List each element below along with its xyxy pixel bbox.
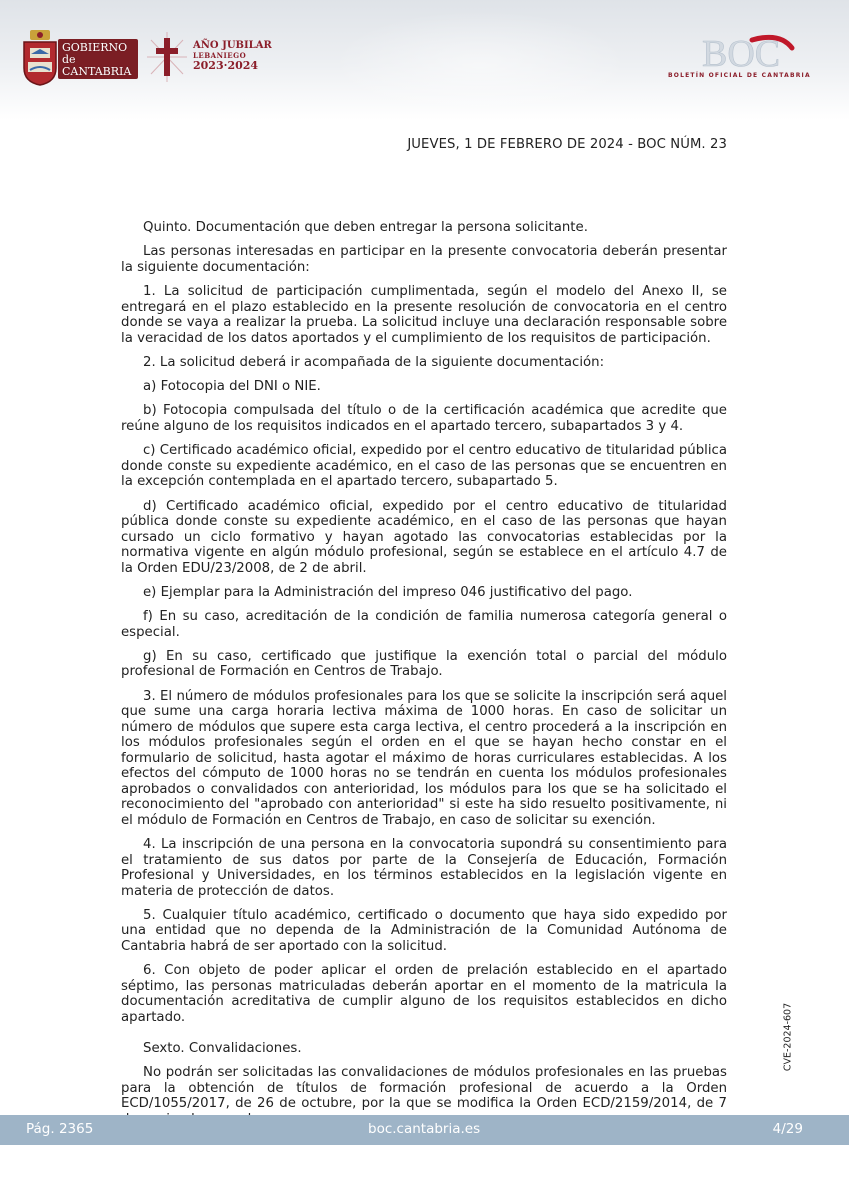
jubilar-line1: AÑO JUBILAR <box>193 40 272 51</box>
gobierno-line3: CANTABRIA <box>62 65 132 78</box>
boc-logo-text: BOC <box>702 33 781 75</box>
list-item: f) En su caso, acreditación de la condición de familia numerosa categoría general o especial. <box>121 609 727 640</box>
list-item: e) Ejemplar para la Administración del impreso 046 justificativo del pago. <box>143 584 633 600</box>
ano-jubilar-logo <box>145 30 275 84</box>
paragraph: 5. Cualquier título académico, certificado o documento que haya sido expedido por una entidad que no dependa de la Administración de la Comunidad Autónoma de Cantabria habrá de ser aportado con la solicitud. <box>121 907 727 954</box>
cantabria-shield-icon <box>22 30 58 86</box>
gobierno-line1: GOBIERNO <box>62 41 128 54</box>
jubilar-text <box>193 40 272 72</box>
boc-subtitle: BOLETÍN OFICIAL DE CANTABRIA <box>668 72 811 79</box>
gobierno-cantabria-logo <box>20 26 138 90</box>
cve-code-text: CVE-2024-607 <box>782 1002 794 1072</box>
paragraph: 4. La inscripción de una persona en la convocatoria supondrá su consentimiento para el tratamiento de sus datos por parte de la Consejería de Educación, Formación Profesional y Universidades, en los términos establecidos en la legislación vigente en materia de protección de datos. <box>121 837 727 899</box>
list-item: a) Fotocopia del DNI o NIE. <box>143 379 321 395</box>
list-item: b) Fotocopia compulsada del título o de la certificación académica que acredite que reúne alguno de los requisitos indicados en el apartado tercero, subapartados 3 y 4. <box>121 403 727 434</box>
list-item: g) En su caso, certificado que justifique la exención total o parcial del módulo profesional de Formación en Centros de Trabajo. <box>121 648 727 680</box>
paragraph: Las personas interesadas en participar en la presente convocatoria deberán presentar la siguiente documentación: <box>121 244 727 275</box>
jubilar-line3: 2023·2024 <box>193 59 259 72</box>
footer-page-count: 4/29 <box>772 1121 803 1137</box>
jubilar-line2: LEBANIEGO <box>193 51 247 60</box>
paragraph: 1. La solicitud de participación cumplimentada, según el modelo del Anexo II, se entregará en el plazo establecido en la presente resolución de convocatoria en el centro donde se vaya a realizar la prueba. La solicitud incluye una declaración responsable sobre la veracidad de los datos aportados y el cumplimiento de los requisitos de participación. <box>121 284 727 346</box>
paragraph: 6. Con objeto de poder aplicar el orden de prelación establecido en el apartado séptimo, las personas matriculadas deberán aportar en el momento de la matricula la documentación acreditativa de cumplir alguno de los requisitos establecidos en dicho apartado. <box>121 963 727 1025</box>
page-footer <box>0 1115 849 1145</box>
section-heading-sexto: Sexto. Convalidaciones. <box>143 1041 302 1057</box>
footer-page-label: Pág. 2365 <box>26 1121 94 1137</box>
list-item: d) Certificado académico oficial, expedido por el centro educativo de titularidad pública donde conste su expediente académico, en el caso de las personas que hayan cursado un ciclo formativo y hayan agotado las convocatorias establecidas por la normativa vigente en algún módulo profesional, según se establece en el artículo 4.7 de la Orden EDU/23/2008, de 2 de abril. <box>121 498 727 576</box>
cve-code <box>780 995 796 1079</box>
paragraph: 3. El número de módulos profesionales para los que se solicite la inscripción será aquel que sume una carga horaria lectiva máxima de 1000 horas. En caso de solicitar un número de módulos que supere esta carga lectiva, el centro procederá a la inscripción en los módulos profesionales según el orden en el que se hayan hecho constar en el formulario de solicitud, hasta agotar el máximo de horas curriculares establecidas. A los efectos del cómputo de 1000 horas no se tendrán en cuenta los módulos profesionales aprobados o convalidados con anterioridad, los módulos para los que se ha solicitado el reconocimiento del "aprobado con anterioridad" si este ha sido resuelto positivamente, ni el módulo de Formación en Centros de Trabajo, en caso de solicitar su exención. <box>121 688 727 828</box>
list-item: c) Certificado académico oficial, expedido por el centro educativo de titularidad pública donde conste su expediente académico, en el caso de las personas que se encuentren en la excepción contemplada en el apartado tercero, subapartado 5. <box>121 443 727 490</box>
jubilar-cross-icon <box>145 30 189 84</box>
paragraph: No podrán ser solicitadas las convalidaciones de módulos profesionales en las pruebas para la obtención de títulos de formación profesional de acuerdo a la Orden ECD/1055/2017, de 26 de octubre, por la que se modifica la Orden ECD/2159/2014, de 7 <box>121 1065 727 1112</box>
gobierno-text <box>62 42 131 78</box>
issue-line: JUEVES, 1 DE FEBRERO DE 2024 - BOC NÚM. 23 <box>407 137 727 152</box>
document-body <box>121 220 727 1136</box>
section-heading-quinto: Quinto. Documentación que deben entregar la persona solicitante. <box>143 220 588 235</box>
gobierno-line2: de <box>62 53 76 66</box>
paragraph: 2. La solicitud deberá ir acompañada de la siguiente documentación: <box>143 354 605 370</box>
footer-site-link[interactable]: boc.cantabria.es <box>368 1121 481 1137</box>
